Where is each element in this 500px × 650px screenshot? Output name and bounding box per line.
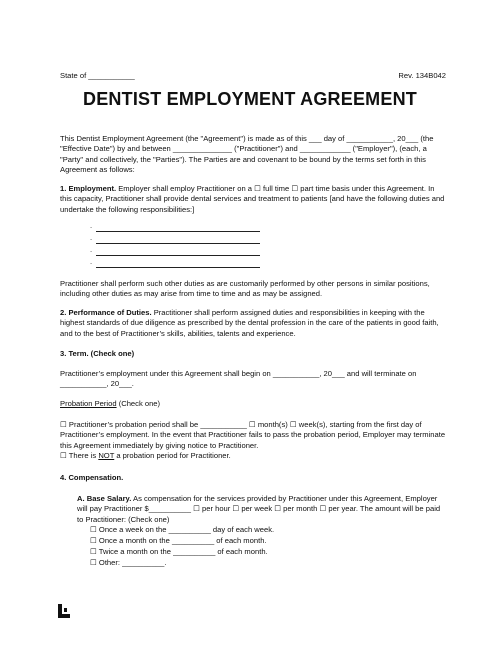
payment-option: ☐ Once a month on the __________ of each month.: [90, 536, 267, 545]
employment-section: [60, 184, 446, 215]
duty-blank-line: [96, 231, 260, 232]
compensation-heading: 4. Compensation.: [60, 473, 124, 482]
duty-blank-line: [96, 267, 260, 268]
document-title: DENTIST EMPLOYMENT AGREEMENT: [83, 89, 417, 109]
state-field: State of ___________: [60, 71, 135, 80]
duty-blank-line: [96, 243, 260, 244]
probation-check-one: (Check one): [116, 399, 161, 408]
duty-bullet: .: [90, 221, 93, 230]
probation-period-label: Probation Period: [60, 399, 117, 408]
performance-text: Practitioner shall perform assigned duties and responsibilities in keeping with the highest standards of due diligence as prescribed by the dental profession in the care of the patients in good faith, and to the best of Practitioner’s skills, abilities, talents and experience.: [60, 308, 439, 338]
performance-heading: 2. Performance of Duties.: [60, 308, 152, 317]
term-text: Practitioner’s employment under this Agreement shall begin on ___________, 20___ and will terminate on ___________, 20___.: [60, 369, 417, 389]
brand-logo-icon: [58, 604, 70, 618]
payment-option: ☐ Other: __________.: [90, 558, 167, 567]
revision-number: Rev. 134B042: [398, 71, 446, 80]
base-salary-heading: A. Base Salary.: [77, 494, 132, 503]
probation-period-line: [60, 399, 446, 409]
base-salary-text: As compensation for the services provided by Practitioner under this Agreement, Employer will pay Practitioner $__________ ☐ per hour ☐ per week ☐ per month ☐ per year. The amount will be paid to Practitioner: (Check one): [77, 494, 441, 524]
other-duties-paragraph: Practitioner shall perform such other duties as are customarily performed by other persons in similar positions, including other duties as may arise from time to time and as may be assigned.: [60, 279, 430, 299]
employment-heading: 1. Employment.: [60, 184, 117, 193]
probation-option-2: ☐ There is NOT a probation period for Practitioner.: [60, 451, 231, 460]
base-salary-section: [77, 494, 442, 525]
duty-bullet: .: [90, 245, 93, 254]
not-emphasis: NOT: [98, 451, 115, 460]
duty-blank-line: [96, 255, 260, 256]
performance-section: [60, 308, 446, 339]
duty-bullet: .: [90, 233, 93, 242]
term-heading: 3. Term. (Check one): [60, 349, 135, 358]
probation-option-1: ☐ Practitioner’s probation period shall be ___________ ☐ month(s) ☐ week(s), starting from the first day of Practitioner’s employment. In the event that Practitioner fails to pass the probation period, Employer may terminate this Agreement immediately by giving notice to Practitioner.: [60, 420, 446, 450]
intro-paragraph: This Dentist Employment Agreement (the "Agreement") is made as of this ___ day of ___________, 20___ (the "Effective Date") by and between ______________ ("Practitioner") and ____________ ("Employer"), (each, a "Party" and collectively, the "Parties"). The Parties are and covenant to be bound by the terms set forth in this Agreement as follows:: [60, 134, 434, 175]
payment-option: ☐ Once a week on the __________ day of each week.: [90, 525, 275, 534]
payment-option: ☐ Twice a month on the __________ of each month.: [90, 547, 268, 556]
duty-bullet: .: [90, 257, 93, 266]
employment-text: Employer shall employ Practitioner on a ☐ full time ☐ part time basis under this Agreement. In this capacity, Practitioner shall provide dental services and treatment to patients [and have the following duties and undertake the following responsibilities:]: [60, 184, 445, 214]
